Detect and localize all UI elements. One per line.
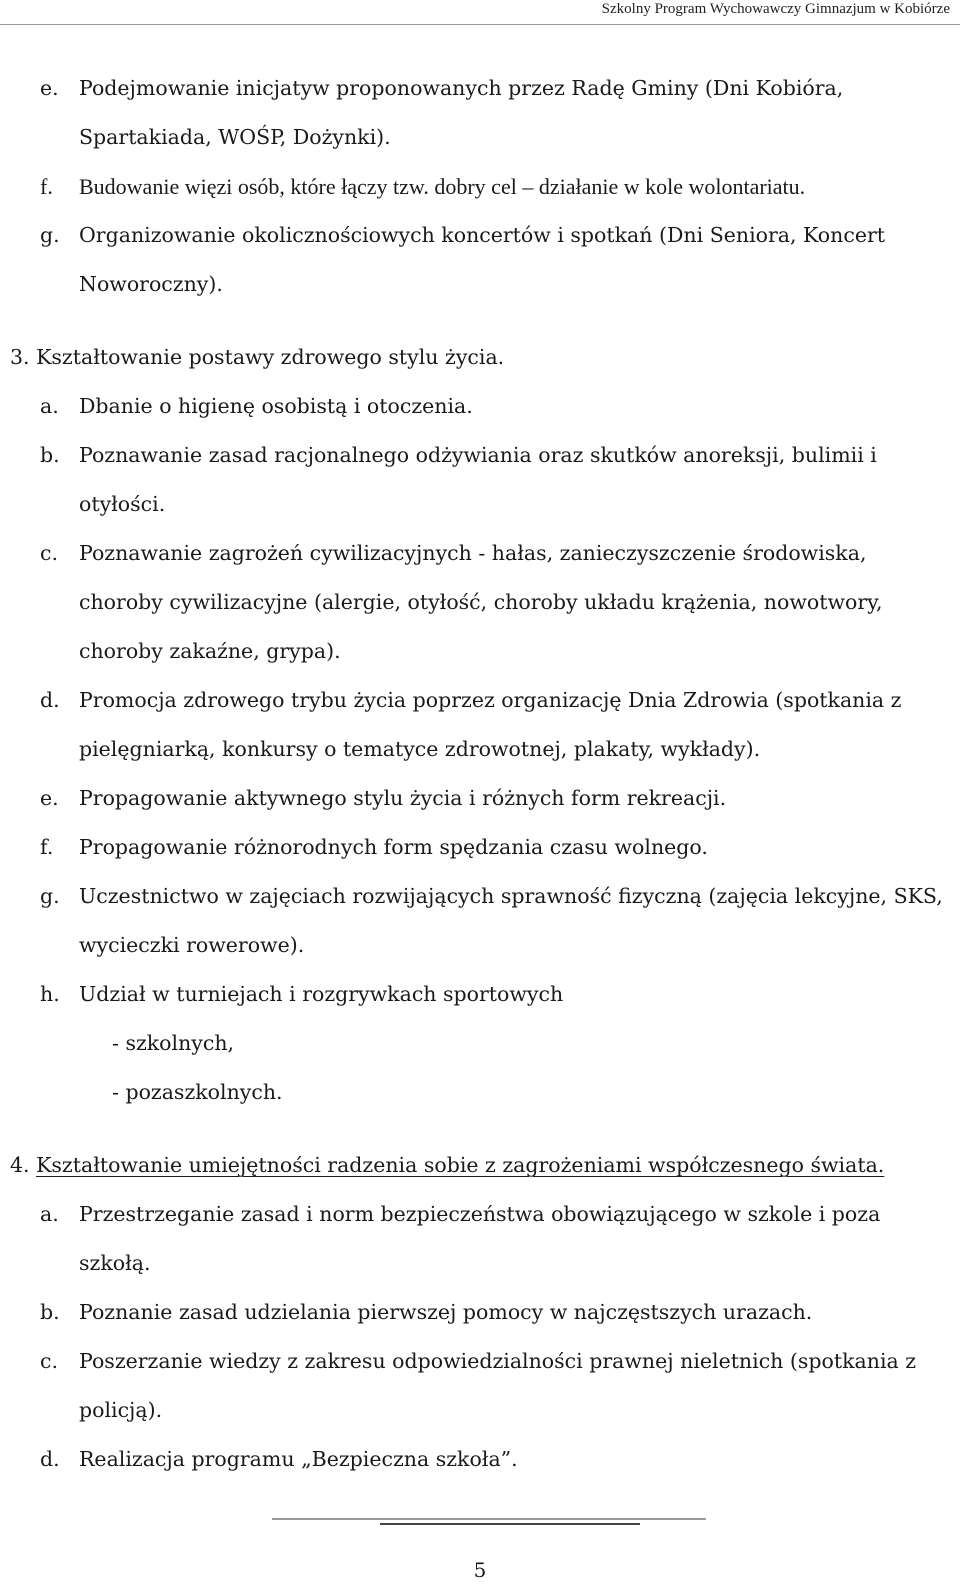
list-marker: h. bbox=[40, 982, 60, 1006]
list-marker: f. bbox=[40, 174, 53, 199]
list-marker: f. bbox=[40, 835, 54, 859]
section-title-text: Kształtowanie postawy zdrowego stylu życia. bbox=[36, 345, 505, 369]
section-number: 4. bbox=[10, 1153, 30, 1177]
section-number: 3. bbox=[10, 345, 30, 369]
list-marker: c. bbox=[40, 1349, 58, 1373]
list-item-text: Udział w turniejach i rozgrywkach sportowych bbox=[79, 982, 564, 1006]
list-item-text: Poznawanie zagrożeń cywilizacyjnych - hałas, zanieczyszczenie środowiska, choroby cywilizacyjne (alergie, otyłość, choroby układu krążenia, nowotwory, choroby zakaźne, grypa). bbox=[79, 541, 883, 663]
list-marker: d. bbox=[40, 688, 60, 712]
list-marker: g. bbox=[40, 884, 60, 908]
list-marker: d. bbox=[40, 1447, 60, 1471]
list-marker: e. bbox=[40, 786, 59, 810]
list-item-text: Propagowanie aktywnego stylu życia i różnych form rekreacji. bbox=[79, 786, 727, 810]
list-item-text: Poznanie zasad udzielania pierwszej pomocy w najczęstszych urazach. bbox=[79, 1300, 813, 1324]
list-item-text: Poszerzanie wiedzy z zakresu odpowiedzialności prawnej nieletnich (spotkania z policją). bbox=[79, 1349, 917, 1422]
sub-list-item: - pozaszkolnych. bbox=[112, 1080, 283, 1104]
list-item-text: Przestrzeganie zasad i norm bezpieczeństwa obowiązującego w szkole i poza szkołą. bbox=[79, 1202, 881, 1275]
list-item-text: Organizowanie okolicznościowych koncertów i spotkań (Dni Seniora, Koncert Noworoczny). bbox=[79, 223, 885, 296]
list-marker: a. bbox=[40, 394, 59, 418]
list-item-text: Realizacja programu „Bezpieczna szkoła”. bbox=[79, 1447, 518, 1471]
list-marker: b. bbox=[40, 1300, 60, 1324]
sub-list-item: - szkolnych, bbox=[112, 1031, 235, 1055]
section-title-text: Kształtowanie umiejętności radzenia sobie z zagrożeniami współczesnego świata. bbox=[36, 1153, 885, 1177]
list-item-text: Budowanie więzi osób, które łączy tzw. dobry cel – działanie w kole wolontariatu. bbox=[79, 174, 806, 199]
list-marker: g. bbox=[40, 223, 60, 247]
header-title: Szkolny Program Wychowawczy Gimnazjum w Kobiórze bbox=[601, 1, 950, 17]
list-item-text: Poznawanie zasad racjonalnego odżywiania oraz skutków anoreksji, bulimii i otyłości. bbox=[79, 443, 877, 516]
list-item-text: Dbanie o higienę osobistą i otoczenia. bbox=[79, 394, 473, 418]
list-marker: c. bbox=[40, 541, 58, 565]
list-item-text: Propagowanie różnorodnych form spędzania czasu wolnego. bbox=[79, 835, 708, 859]
list-marker: b. bbox=[40, 443, 60, 467]
list-marker: e. bbox=[40, 76, 59, 100]
list-marker: a. bbox=[40, 1202, 59, 1226]
page-number: 5 bbox=[473, 1558, 487, 1582]
list-item-text: Podejmowanie inicjatyw proponowanych przez Radę Gminy (Dni Kobióra, Spartakiada, WOŚP, Dożynki). bbox=[79, 76, 844, 149]
list-item-text: Promocja zdrowego trybu życia poprzez organizację Dnia Zdrowia (spotkania z pielęgniarką, konkursy o tematyce zdrowotnej, plakaty, wykłady). bbox=[79, 688, 902, 761]
list-item-text: Uczestnictwo w zajęciach rozwijających sprawność fizyczną (zajęcia lekcyjne, SKS, wycieczki rowerowe). bbox=[79, 884, 943, 957]
